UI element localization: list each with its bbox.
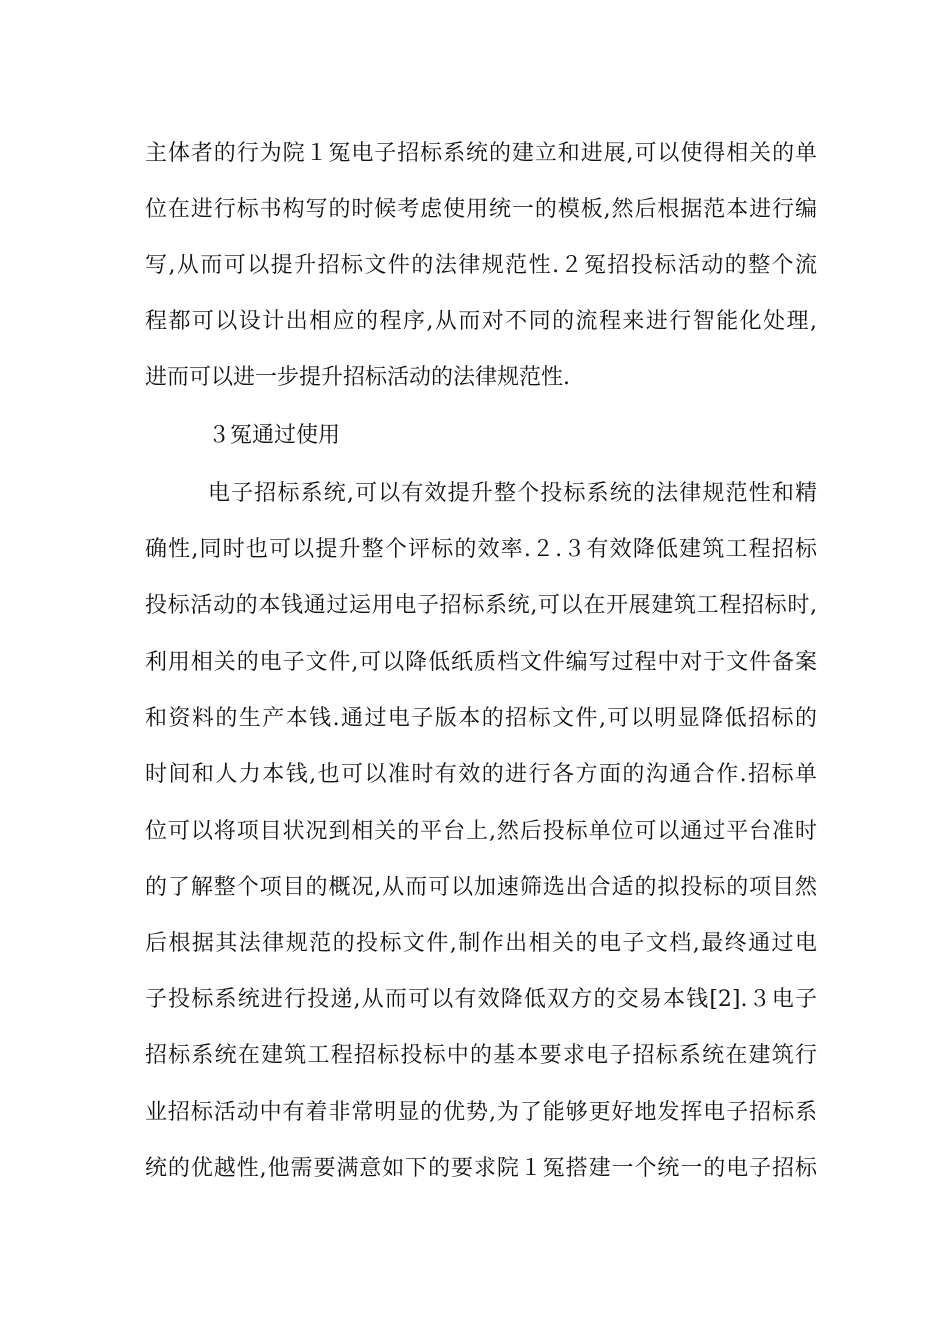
text-line-14: 的了解整个项目的概况,从而可以加速筛选出合适的拟投标的项目然 <box>145 875 817 900</box>
text-line-2: 位在进行标书构写的时候考虑使用统一的模板,然后根据范本进行编 <box>145 197 817 222</box>
text-line-13: 位可以将项目状况到相关的平台上,然后投标单位可以通过平台准时 <box>145 819 817 844</box>
text-line-4: 程都可以设计出相应的程序,从而对不同的流程来进行智能化处理, <box>145 309 817 334</box>
text-line-9: 投标活动的本钱通过运用电子招标系统,可以在开展建筑工程招标时, <box>145 593 817 618</box>
text-line-19: 统的优越性,他需要满意如下的要求院１冤搭建一个统一的电子招标 <box>145 1156 817 1181</box>
text-line-15: 后根据其法律规范的投标文件,制作出相关的电子文档,最终通过电 <box>145 931 817 956</box>
text-line-3: 写,从而可以提升招标文件的法律规范性.２冤招投标活动的整个流 <box>145 253 817 278</box>
text-line-10: 利用相关的电子文件,可以降低纸质档文件编写过程中对于文件备案 <box>145 650 817 675</box>
text-line-5: 进而可以进一步提升招标活动的法律规范性. <box>145 365 570 390</box>
text-line-16: 子投标系统进行投递,从而可以有效降低双方的交易本钱[2].３电子 <box>145 987 817 1012</box>
text-line-11: 和资料的生产本钱.通过电子版本的招标文件,可以明显降低招标的 <box>145 706 817 731</box>
text-line-1: 主体者的行为院１冤电子招标系统的建立和进展,可以使得相关的单 <box>145 141 817 166</box>
text-line-8: 确性,同时也可以提升整个评标的效率.２.３有效降低建筑工程招标 <box>145 537 817 562</box>
text-line-18: 业招标活动中有着非常明显的优势,为了能够更好地发挥电子招标系 <box>145 1100 817 1125</box>
text-line-7: 电子招标系统,可以有效提升整个投标系统的法律规范性和精 <box>208 481 817 506</box>
text-line-17: 招标系统在建筑工程招标投标中的基本要求电子招标系统在建筑行 <box>145 1043 817 1068</box>
text-line-12: 时间和人力本钱,也可以准时有效的进行各方面的沟通合作.招标单 <box>145 762 817 787</box>
section-heading: ３冤通过使用 <box>208 423 341 448</box>
